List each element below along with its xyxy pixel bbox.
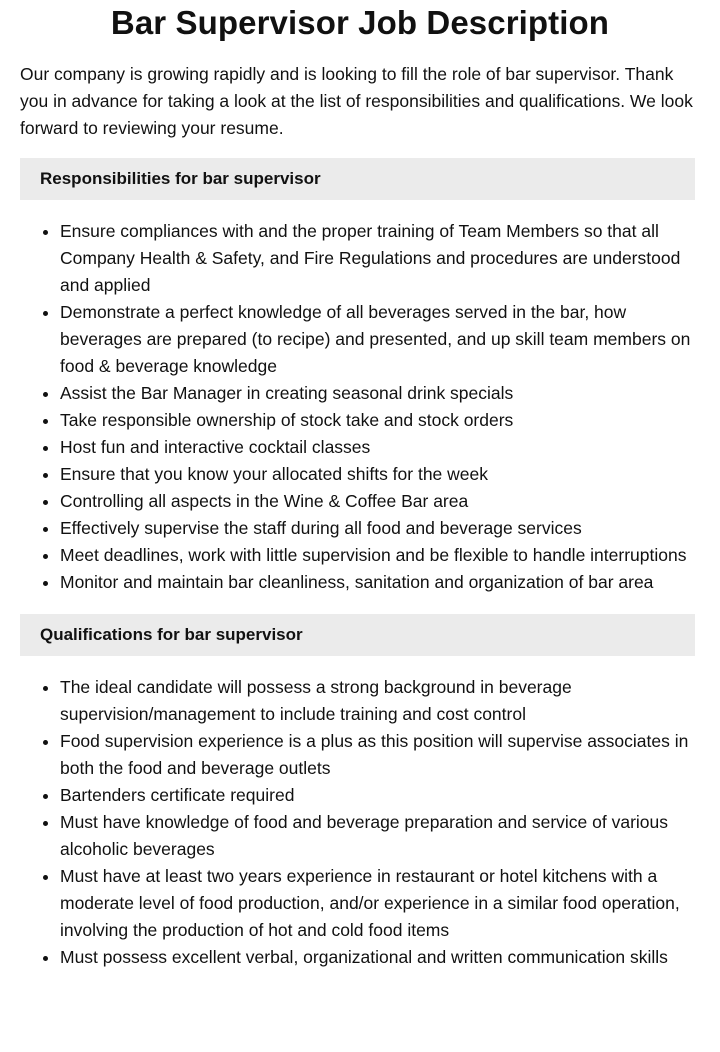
list-item: • Food supervision experience is a plus as this position will supervise associates in both the food and beverage outlets xyxy=(60,728,700,782)
list-item: • Assist the Bar Manager in creating seasonal drink specials xyxy=(60,380,700,407)
list-item: • Must have at least two years experience in restaurant or hotel kitchens with a moderate level of food production, and/or experience in a similar food operation, involving the production of hot and cold food items xyxy=(60,863,700,944)
responsibilities-heading: Responsibilities for bar supervisor xyxy=(20,158,695,200)
responsibilities-list xyxy=(0,218,720,596)
list-item: • Bartenders certificate required xyxy=(60,782,700,809)
list-item: • Ensure that you know your allocated shifts for the week xyxy=(60,461,700,488)
list-item: • Controlling all aspects in the Wine & Coffee Bar area xyxy=(60,488,700,515)
qualifications-heading: Qualifications for bar supervisor xyxy=(20,614,695,656)
list-item: • Must have knowledge of food and beverage preparation and service of various alcoholic beverages xyxy=(60,809,700,863)
list-item: • Demonstrate a perfect knowledge of all beverages served in the bar, how beverages are prepared (to recipe) and presented, and up skill team members on food & beverage knowledge xyxy=(60,299,700,380)
list-item: • Ensure compliances with and the proper training of Team Members so that all Company Health & Safety, and Fire Regulations and procedures are understood and applied xyxy=(60,218,700,299)
list-item: • Host fun and interactive cocktail classes xyxy=(60,434,700,461)
list-item: • Must possess excellent verbal, organizational and written communication skills xyxy=(60,944,700,971)
list-item: • Meet deadlines, work with little supervision and be flexible to handle interruptions xyxy=(60,542,700,569)
list-item: • Monitor and maintain bar cleanliness, sanitation and organization of bar area xyxy=(60,569,700,596)
qualifications-list xyxy=(0,674,720,971)
list-item: • Effectively supervise the staff during all food and beverage services xyxy=(60,515,700,542)
page-title: Bar Supervisor Job Description xyxy=(110,4,610,41)
intro-paragraph: Our company is growing rapidly and is looking to fill the role of bar supervisor. Thank you in advance for taking a look at the list of responsibilities and qualifications. We look forward to reviewing your resume. xyxy=(20,64,693,138)
list-item: • The ideal candidate will possess a strong background in beverage supervision/management to include training and cost control xyxy=(60,674,700,728)
list-item: • Take responsible ownership of stock take and stock orders xyxy=(60,407,700,434)
